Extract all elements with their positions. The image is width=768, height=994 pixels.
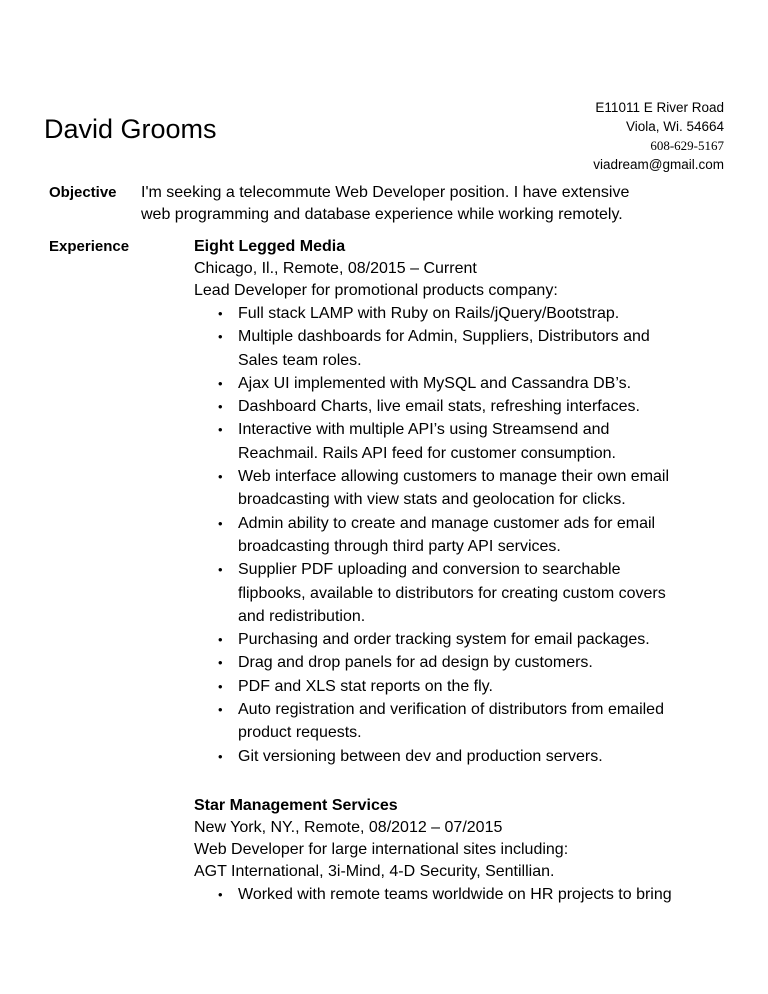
job-bullet-list: [194, 302, 734, 768]
bullet-dot-icon: •: [218, 632, 223, 648]
job-company: Eight Legged Media: [194, 238, 346, 255]
objective-heading: Objective: [49, 184, 117, 201]
job-eight-legged-media: [194, 236, 734, 768]
bullet-line: product requests.: [238, 724, 362, 742]
bullet-line: Admin ability to create and manage customer ads for email: [238, 514, 656, 532]
bullet-dot-icon: •: [218, 399, 223, 415]
objective-line-1: I'm seeking a telecommute Web Developer position. I have extensive: [141, 184, 630, 201]
contact-block: [593, 98, 724, 174]
bullet-dot-icon: •: [218, 678, 223, 694]
bullet-item: [194, 558, 734, 628]
job-location: Chicago, Il., Remote, 08/2015 – Current: [194, 260, 477, 277]
bullet-line: Purchasing and order tracking system for email packages.: [238, 631, 650, 649]
bullet-line: Worked with remote teams worldwide on HR projects to bring: [238, 886, 672, 903]
bullet-line: Auto registration and verification of distributors from emailed: [238, 701, 664, 719]
bullet-line: Supplier PDF uploading and conversion to searchable: [238, 561, 621, 579]
email-address: viadream@gmail.com: [593, 157, 724, 172]
bullet-line: Dashboard Charts, live email stats, refreshing interfaces.: [238, 398, 640, 416]
objective-text: [141, 182, 701, 226]
job-star-management-services: [194, 795, 734, 906]
address-line-2: Viola, Wi. 54664: [625, 119, 724, 134]
bullet-dot-icon: •: [218, 515, 223, 531]
job-bullet-list: [194, 883, 734, 906]
job-role: Web Developer for large international sites including:: [194, 841, 569, 858]
bullet-item: [194, 698, 734, 745]
bullet-item: [194, 628, 734, 651]
bullet-dot-icon: •: [218, 329, 223, 345]
objective-line-2: web programming and database experience while working remotely.: [141, 206, 623, 223]
bullet-line: broadcasting through third party API services.: [238, 537, 561, 555]
bullet-line: Sales team roles.: [238, 351, 362, 369]
bullet-line: Drag and drop panels for ad design by customers.: [238, 654, 593, 672]
bullet-item: [194, 745, 734, 768]
job-company: Star Management Services: [194, 797, 398, 814]
bullet-line: flipbooks, available to distributors for creating custom covers: [238, 584, 666, 602]
bullet-item: [194, 418, 734, 465]
bullet-line: Multiple dashboards for Admin, Suppliers, Distributors and: [238, 328, 650, 346]
bullet-item: [194, 325, 734, 372]
bullet-item: [194, 395, 734, 418]
bullet-item: [194, 512, 734, 559]
bullet-dot-icon: •: [218, 562, 223, 578]
bullet-item: [194, 651, 734, 674]
bullet-line: Git versioning between dev and production servers.: [238, 747, 603, 765]
bullet-dot-icon: •: [218, 655, 223, 671]
candidate-name: David Grooms: [44, 114, 217, 144]
phone-number: 608-629-5167: [650, 138, 724, 153]
bullet-item: [194, 372, 734, 395]
bullet-line: Ajax UI implemented with MySQL and Cassandra DB’s.: [238, 374, 632, 392]
bullet-line: and redistribution.: [238, 607, 366, 625]
bullet-line: broadcasting with view stats and geolocation for clicks.: [238, 491, 626, 509]
job-clients: AGT International, 3i-Mind, 4-D Security, Sentillian.: [194, 863, 555, 880]
bullet-dot-icon: •: [218, 375, 223, 391]
bullet-line: Full stack LAMP with Ruby on Rails/jQuery/Bootstrap.: [238, 305, 620, 322]
bullet-item: [194, 883, 734, 906]
bullet-line: Reachmail. Rails API feed for customer consumption.: [238, 444, 616, 462]
bullet-line: Interactive with multiple API’s using Streamsend and: [238, 421, 610, 439]
bullet-line: Web interface allowing customers to manage their own email: [238, 468, 670, 486]
job-location: New York, NY., Remote, 08/2012 – 07/2015: [194, 819, 503, 836]
bullet-dot-icon: •: [218, 748, 223, 764]
bullet-line: PDF and XLS stat reports on the fly.: [238, 677, 493, 695]
bullet-item: [194, 302, 734, 325]
bullet-dot-icon: •: [218, 702, 223, 718]
bullet-item: [194, 675, 734, 698]
job-role: Lead Developer for promotional products company:: [194, 282, 558, 299]
address-line-1: E11011 E River Road: [595, 100, 724, 115]
bullet-dot-icon: •: [218, 306, 223, 321]
bullet-dot-icon: •: [218, 887, 223, 902]
bullet-dot-icon: •: [218, 422, 223, 438]
experience-heading: Experience: [49, 238, 130, 255]
bullet-dot-icon: •: [218, 469, 223, 485]
bullet-item: [194, 465, 734, 512]
